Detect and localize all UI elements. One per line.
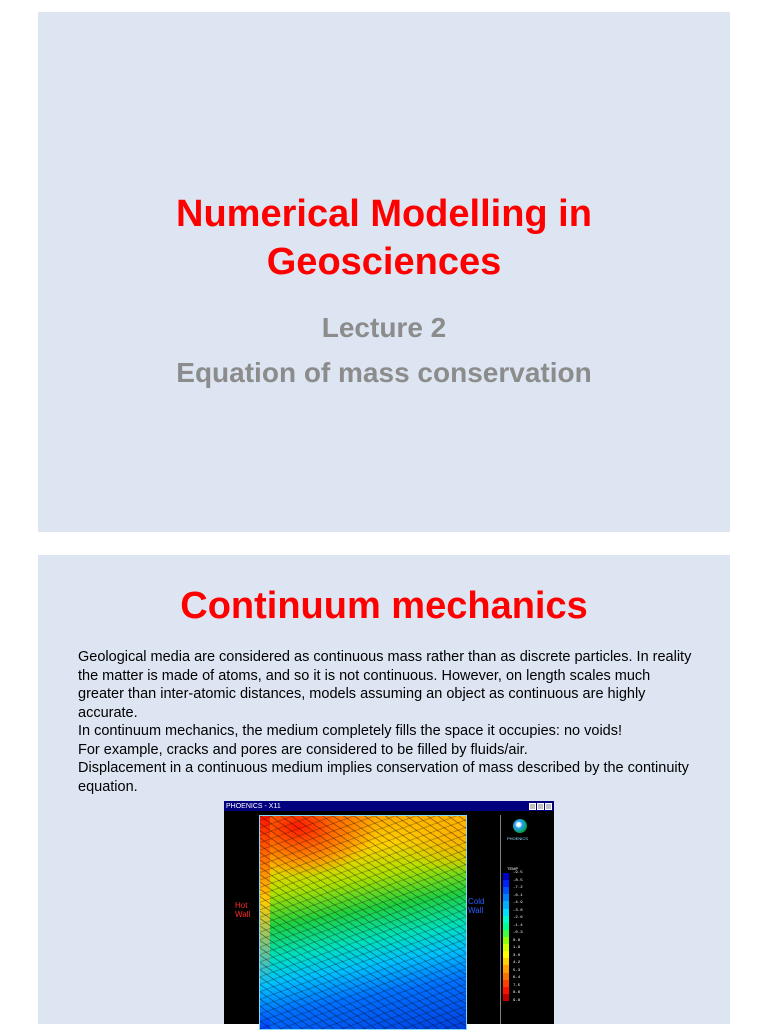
- temperature-field-plot: [259, 815, 467, 1030]
- colorbar-swatch: [503, 873, 509, 880]
- colorbar-swatch: [503, 887, 509, 894]
- colorbar-swatch: [503, 923, 509, 930]
- colorbar-title: TEMP: [507, 866, 519, 871]
- course-title-line1: Numerical Modelling in: [176, 193, 592, 235]
- colorbar-value: -8.5: [513, 878, 523, 883]
- simulation-figure: [224, 801, 554, 1024]
- colorbar-swatch: [503, 909, 509, 916]
- course-title: [38, 190, 730, 286]
- colorbar-swatch: [503, 930, 509, 937]
- colorbar-value: -2.6: [513, 916, 523, 921]
- colorbar-value: 0.8: [513, 938, 521, 943]
- colorbar-swatch: [503, 944, 509, 951]
- panel-divider: [500, 815, 501, 1024]
- lecture-number: Lecture 2: [321, 312, 447, 343]
- colorbar-swatch: [503, 916, 509, 923]
- hot-wall-label: [235, 901, 250, 919]
- hot-wall-label-line1: Hot: [235, 901, 248, 910]
- slide-title: Continuum mechanics: [180, 585, 588, 627]
- colorbar-value: -1.4: [513, 923, 523, 928]
- colorbar-swatch: [503, 901, 509, 908]
- colorbar-swatch: [503, 987, 509, 994]
- colorbar-value: -6.1: [513, 893, 523, 898]
- slide-body: [78, 648, 700, 796]
- hot-wall-label-line2: Wall: [235, 910, 251, 919]
- body-paragraph: Geological media are considered as continuous mass rather than as discrete particles. In reality the matter is made of atoms, and so it is not continuous. However, on length scales much greater than inter-atomic distances, models assuming an object as continuous are highly accurate.: [78, 649, 692, 721]
- colorbar-value: -7.2: [513, 886, 523, 891]
- colorbar: [503, 873, 509, 1001]
- lecture-subtitle: Equation of mass conservation: [176, 357, 592, 388]
- cold-wall-label-line2: Wall: [468, 906, 484, 915]
- course-title-line2: Geosciences: [266, 241, 502, 283]
- colorbar-swatch: [503, 937, 509, 944]
- body-paragraph: For example, cracks and pores are considered to be filled by fluids/air.: [78, 741, 528, 758]
- software-logo-text: PHOENICS: [507, 836, 528, 841]
- maximize-icon: [537, 803, 544, 810]
- body-paragraph: Displacement in a continuous medium implies conservation of mass described by the continuity equation.: [78, 760, 689, 795]
- velocity-vectors: [260, 816, 466, 1029]
- minimize-icon: [529, 803, 536, 810]
- colorbar-swatch: [503, 958, 509, 965]
- globe-icon: [513, 819, 527, 833]
- window-controls: [529, 803, 552, 810]
- colorbar-value: 6.4: [513, 976, 521, 981]
- colorbar-value: 9.8: [513, 998, 521, 1003]
- colorbar-swatch: [503, 894, 509, 901]
- colorbar-swatch: [503, 951, 509, 958]
- body-paragraph: In continuum mechanics, the medium completely fills the space it occupies: no voids!: [78, 723, 623, 739]
- colorbar-value: 8.6: [513, 991, 521, 996]
- colorbar-value: 3.0: [513, 953, 521, 958]
- colorbar-swatch: [503, 994, 509, 1001]
- colorbar-value: -0.3: [513, 931, 523, 936]
- cold-wall-label: [468, 897, 484, 915]
- cold-wall-label-line1: Cold: [468, 897, 485, 906]
- content-slide: [38, 555, 730, 1024]
- colorbar-swatch: [503, 980, 509, 987]
- colorbar-swatch: [503, 965, 509, 972]
- close-icon: [545, 803, 552, 810]
- colorbar-value: 5.3: [513, 968, 521, 973]
- window-title: PHOENICS - X11: [226, 802, 281, 810]
- colorbar-swatch: [503, 880, 509, 887]
- colorbar-value: -3.8: [513, 908, 523, 913]
- colorbar-value: 4.2: [513, 961, 521, 966]
- window-titlebar: [224, 801, 554, 811]
- colorbar-value: 7.5: [513, 983, 521, 988]
- colorbar-value: -9.5: [513, 871, 523, 875]
- colorbar-swatch: [503, 973, 509, 980]
- title-slide: [38, 12, 730, 532]
- colorbar-value: -4.9: [513, 901, 523, 906]
- colorbar-value: 1.9: [513, 946, 521, 951]
- colorbar-labels: [513, 871, 535, 1003]
